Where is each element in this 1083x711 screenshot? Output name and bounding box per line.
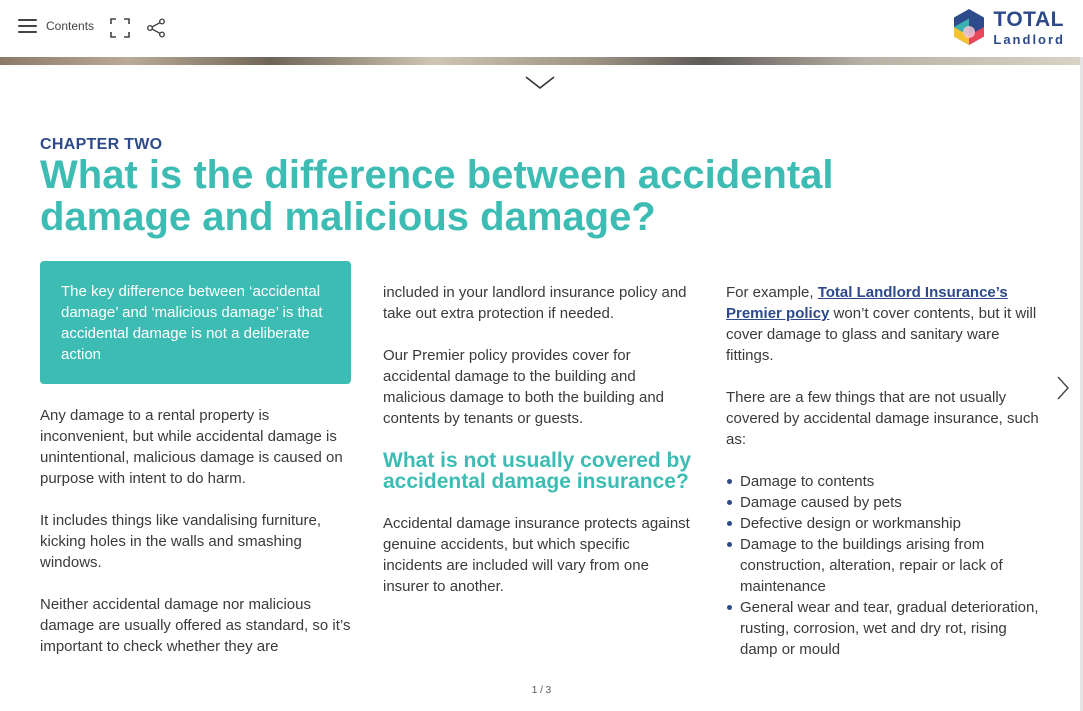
paragraph: It includes things like vandalising furniture, kicking holes in the walls and smashing windows.	[40, 512, 321, 571]
chapter-label: CHAPTER TWO	[40, 136, 163, 153]
list-item: Defective design or workmanship	[726, 513, 1041, 534]
chevron-down-icon[interactable]	[524, 74, 556, 92]
logo-hexagon-icon	[952, 8, 986, 46]
fullscreen-icon[interactable]	[110, 18, 130, 38]
exclusions-list	[726, 471, 1041, 660]
paragraph	[726, 282, 1041, 366]
key-difference-callout: The key difference between ‘accidental damage’ and ‘malicious damage’ is that accidental damage is not a deliberate action	[40, 261, 351, 384]
premier-policy-link[interactable]: Total Landlord Insurance’s Premier policy	[726, 284, 1008, 322]
logo-text-total: TOTAL	[993, 7, 1064, 31]
chevron-right-icon[interactable]	[1056, 375, 1070, 401]
contents-label: Contents	[46, 18, 95, 33]
share-icon[interactable]	[146, 18, 166, 38]
paragraph: There are a few things that are not usually covered by accidental damage insurance, such as:	[726, 389, 1039, 448]
list-item: Damage to contents	[726, 471, 1041, 492]
text-fragment: For example,	[726, 284, 818, 301]
paragraph: Neither accidental damage nor malicious damage are usually offered as standard, so it’s important to check whether they are	[40, 596, 351, 655]
subheading: What is not usually covered by accidental damage insurance?	[383, 449, 692, 493]
paragraph: included in your landlord insurance policy and take out extra protection if needed.	[383, 284, 687, 322]
top-bar	[0, 0, 1083, 57]
total-landlord-logo[interactable]	[952, 8, 1065, 46]
list-item: Damage caused by pets	[726, 492, 1041, 513]
paragraph: Accidental damage insurance protects against genuine accidents, but which specific incidents are included will vary from one insurer to another.	[383, 515, 690, 595]
page-indicator: 1 / 3	[531, 685, 552, 696]
contents-menu-button[interactable]	[18, 18, 94, 33]
list-item: Damage to the buildings arising from construction, alteration, repair or lack of maintenance	[726, 534, 1041, 597]
paragraph: Our Premier policy provides cover for accidental damage to the building and malicious damage to both the building and contents by tenants or guests.	[383, 347, 665, 427]
text-fragment: won’t cover contents, but it will cover damage to glass and sanitary ware fittings.	[726, 305, 1037, 364]
hamburger-icon	[18, 18, 37, 33]
list-item: General wear and tear, gradual deterioration, rusting, corrosion, wet and dry rot, rising damp or mould	[726, 597, 1041, 660]
column-3	[726, 282, 1041, 660]
column-1	[40, 405, 355, 678]
paragraph: Any damage to a rental property is inconvenient, but while accidental damage is unintentional, malicious damage is caused on purpose with intent to do harm.	[40, 407, 343, 487]
column-2	[383, 282, 693, 618]
logo-text-landlord: Landlord	[993, 31, 1065, 47]
hero-image-strip	[0, 57, 1083, 65]
page-title: What is the difference between accidental damage and malicious damage?	[40, 153, 834, 239]
